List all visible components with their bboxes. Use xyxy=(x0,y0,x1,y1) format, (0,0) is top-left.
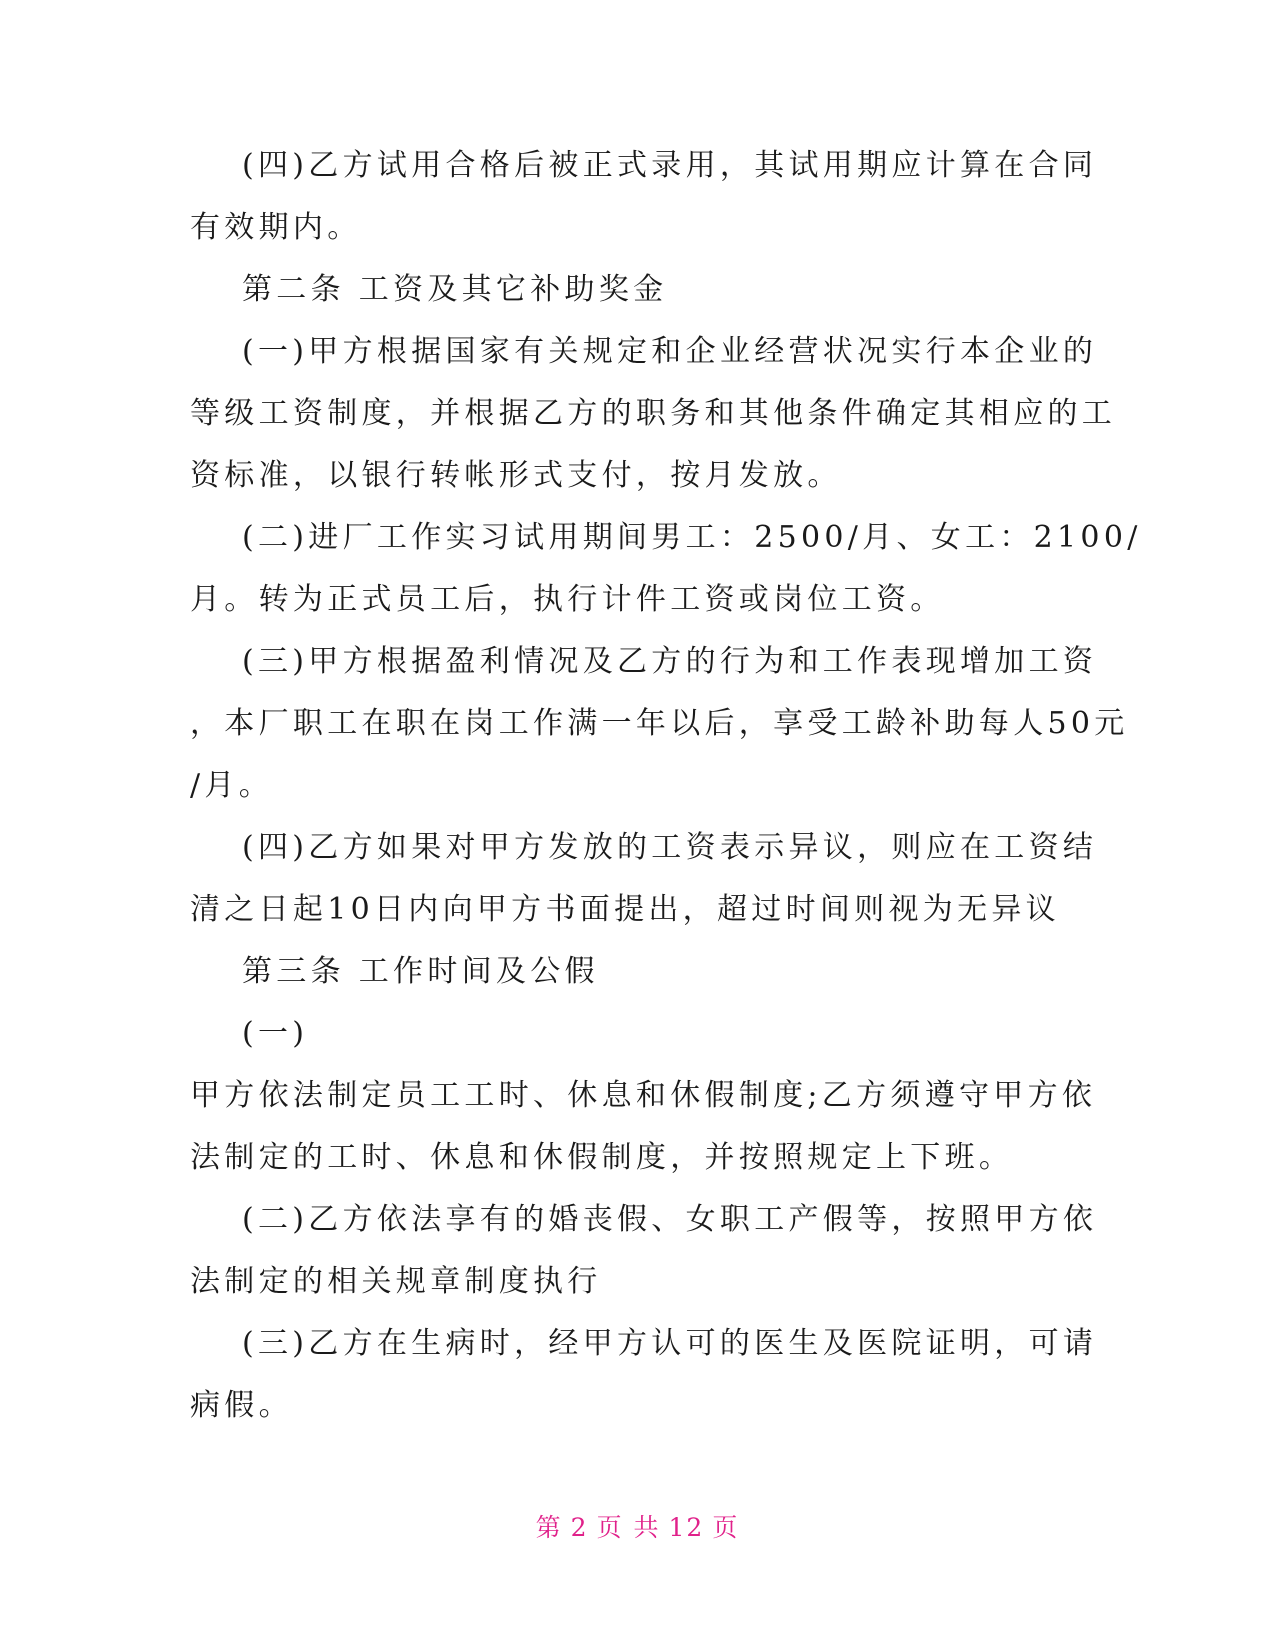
paragraph-line: (四)乙方如果对甲方发放的工资表示异议，则应在工资结 xyxy=(242,830,1098,865)
paragraph-line: (四)乙方试用合格后被正式录用，其试用期应计算在合同 xyxy=(242,148,1098,183)
paragraph-line: (二)乙方依法享有的婚丧假、女职工产假等，按照甲方依 xyxy=(242,1202,1098,1237)
current-page-number: 2 xyxy=(570,1513,589,1542)
paragraph-line: 病假。 xyxy=(190,1388,293,1423)
paragraph-line: (三)甲方根据盈利情况及乙方的行为和工作表现增加工资 xyxy=(242,644,1098,679)
footer-suffix: 页 xyxy=(712,1513,740,1542)
footer-prefix: 第 xyxy=(535,1513,563,1542)
paragraph-line: 有效期内。 xyxy=(190,210,362,245)
paragraph-line: 月。转为正式员工后，执行计件工资或岗位工资。 xyxy=(190,582,945,617)
paragraph-line: 资标准，以银行转帐形式支付，按月发放。 xyxy=(190,458,842,493)
paragraph-line: /月。 xyxy=(190,768,274,803)
page-number-footer xyxy=(0,1508,1275,1544)
footer-middle: 页 共 xyxy=(596,1513,661,1542)
paragraph-line: (三)乙方在生病时，经甲方认可的医生及医院证明，可请 xyxy=(242,1326,1098,1361)
paragraph-line: (一)甲方根据国家有关规定和企业经营状况实行本企业的 xyxy=(242,334,1098,369)
paragraph-line: 清之日起10日内向甲方书面提出，超过时间则视为无异议 xyxy=(190,892,1060,927)
paragraph-line: (一) xyxy=(242,1016,309,1051)
paragraph-line: 等级工资制度，并根据乙方的职务和其他条件确定其相应的工 xyxy=(190,396,1117,431)
total-pages-number: 12 xyxy=(668,1513,705,1542)
section-heading: 第三条 工作时间及公假 xyxy=(242,954,599,989)
paragraph-line: ，本厂职工在职在岗工作满一年以后，享受工龄补助每人50元 xyxy=(190,706,1129,741)
paragraph-line: 甲方依法制定员工工时、休息和休假制度;乙方须遵守甲方依 xyxy=(190,1078,1097,1113)
paragraph-line: 法制定的相关规章制度执行 xyxy=(190,1264,602,1299)
section-heading: 第二条 工资及其它补助奖金 xyxy=(242,272,668,307)
paragraph-line: 法制定的工时、休息和休假制度，并按照规定上下班。 xyxy=(190,1140,1014,1175)
paragraph-line: (二)进厂工作实习试用期间男工：2500/月、女工：2100/ xyxy=(242,520,1142,555)
